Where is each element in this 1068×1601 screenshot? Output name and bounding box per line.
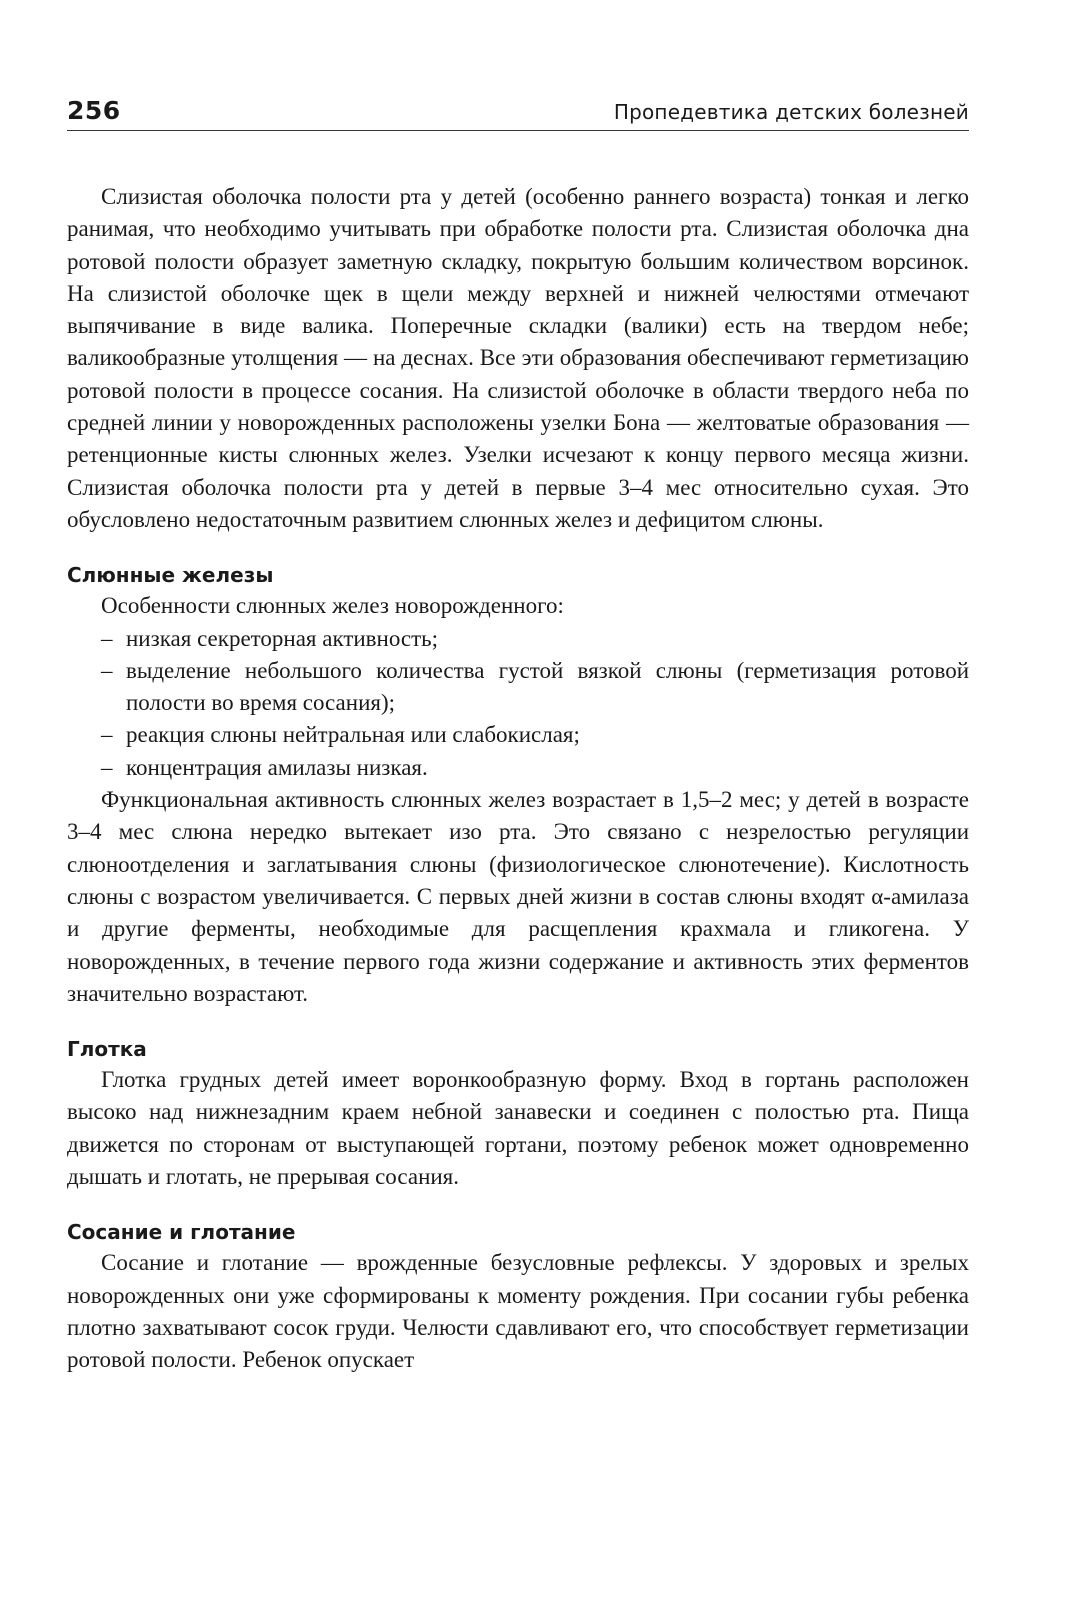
- list-item-text: концентрация амилазы низкая.: [126, 754, 428, 780]
- list-item: [67, 752, 969, 784]
- list-item: [67, 719, 969, 751]
- running-head: [67, 96, 969, 131]
- list-dash: –: [101, 754, 113, 780]
- list-dash: –: [101, 722, 113, 748]
- list-item: [67, 623, 969, 655]
- book-page: [67, 96, 969, 1377]
- list-item-text: низкая секреторная активность;: [126, 625, 439, 651]
- salivary-lead-paragraph: Особенности слюнных желез новорожденного:: [101, 593, 564, 619]
- page-content: [67, 181, 969, 1377]
- book-title: Пропедевтика детских болезней: [613, 100, 969, 124]
- section-heading-pharynx: Глотка: [67, 1037, 147, 1062]
- section-sucking-swallowing: [67, 1217, 969, 1376]
- salivary-features-list: [67, 623, 969, 784]
- salivary-paragraph: Функциональная активность слюнных желез возрастает в 1,5–2 мес; у детей в возрасте 3–4 мес слюна нередко вытекает изо рта. Это связано с незрелостью регуляции слюноотделения и заглатывания слюны (физиологическое слюнотечение). Кислотность слюны с возрастом увеличивается. С первых дней жизни в состав слюны входят α-амилаза и другие ферменты, необходимые для расщепления крахмала и гликогена. У новорожденных, в течение первого года жизни содержание и активность этих ферментов значительно возрастают.: [67, 787, 969, 1006]
- list-item-text: выделение небольшого количества густой вязкой слюны (герметизация ротовой полости во время сосания);: [126, 657, 969, 716]
- section-heading-sucking-swallowing: Сосание и глотание: [67, 1220, 296, 1245]
- list-item: [67, 655, 969, 720]
- pharynx-paragraph: Глотка грудных детей имеет воронкообразную форму. Вход в гортань расположен высоко над нижнезадним краем небной занавески и соединен с полостью рта. Пища движется по сторонам от выступающей гортани, поэтому ребенок может одновременно дышать и глотать, не прерывая сосания.: [67, 1067, 969, 1190]
- intro-paragraph: Слизистая оболочка полости рта у детей (особенно раннего возраста) тонкая и легко ранимая, что необходимо учитывать при обработке полости рта. Слизистая оболочка дна ротовой полости образует заметную складку, покрытую большим количеством ворсинок. На слизистой оболочке щек в щели между верхней и нижней челюстями отмечают выпячивание в виде валика. Поперечные складки (валики) есть на твердом небе; валикообразные утолщения — на деснах. Все эти образования обеспечивают герметизацию ротовой полости в процессе сосания. На слизистой оболочке в области твердого неба по средней линии у новорожденных расположены узелки Бона — желтоватые образования — ретенционные кисты слюнных желез. Узелки исчезают к концу первого месяца жизни. Слизистая оболочка полости рта у детей в первые 3–4 мес относительно сухая. Это обусловлено недостаточным развитием слюнных желез и дефицитом слюны.: [67, 184, 969, 532]
- list-dash: –: [101, 625, 113, 651]
- section-salivary-glands: [67, 560, 969, 1010]
- page-number: 256: [67, 96, 121, 125]
- sucking-paragraph: Сосание и глотание — врожденные безусловные рефлексы. У здоровых и зрелых новорожденных они уже сформированы к моменту рождения. При сосании губы ребенка плотно захватывают сосок груди. Челюсти сдавливают его, что способствует герметизации ротовой полости. Ребенок опускает: [67, 1250, 969, 1373]
- list-item-text: реакция слюны нейтральная или слабокислая;: [126, 722, 580, 748]
- section-heading-salivary-glands: Слюнные железы: [67, 563, 274, 588]
- list-dash: –: [101, 657, 113, 683]
- section-pharynx: [67, 1034, 969, 1193]
